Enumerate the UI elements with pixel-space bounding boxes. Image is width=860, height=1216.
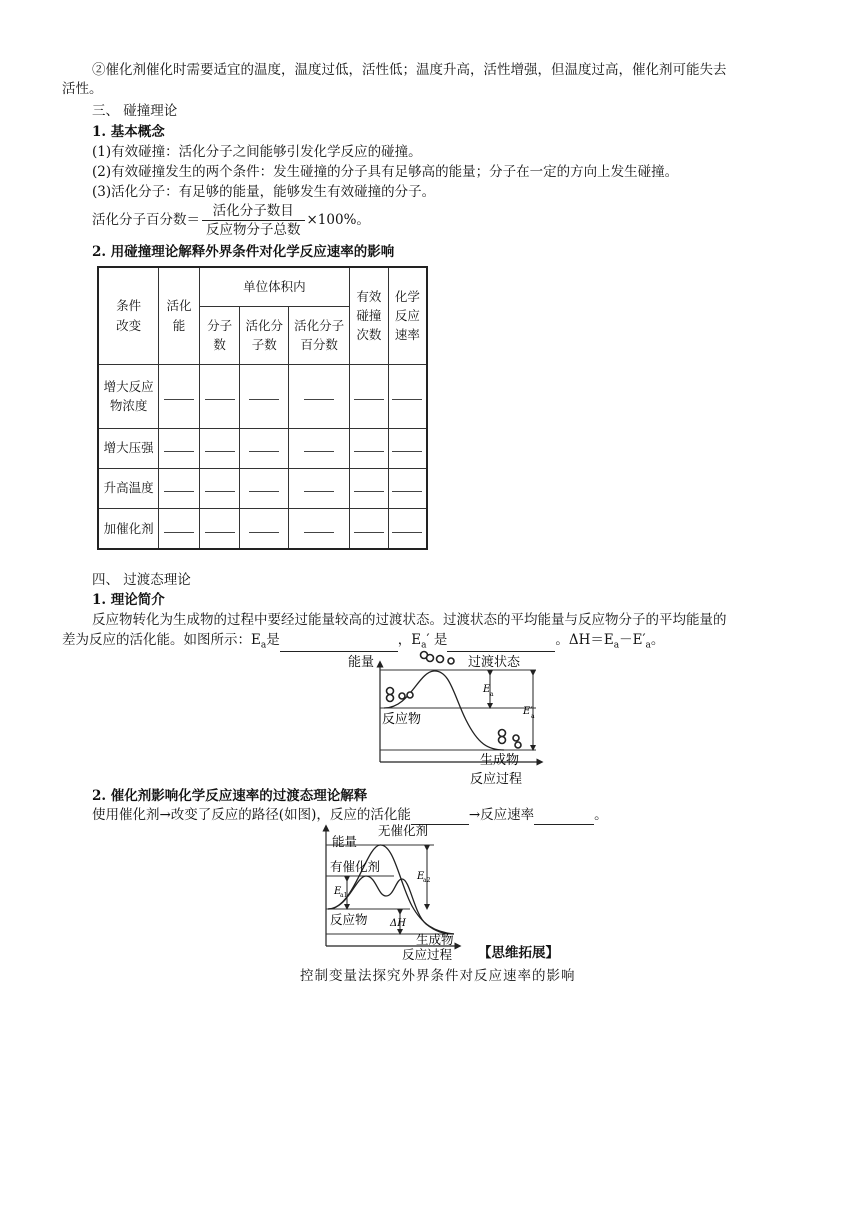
subsection-basic-concepts: 1. 基本概念 (92, 124, 165, 140)
answer-blank[interactable] (164, 391, 194, 400)
subsection-theory-intro: 1. 理论简介 (92, 592, 165, 608)
transition-state-label: 过渡状态 (468, 655, 521, 670)
section-title-collision-theory: 三、 碰撞理论 (92, 103, 178, 119)
formula-fraction (202, 202, 305, 239)
product-label: 生成物 (416, 932, 454, 947)
reactant-label: 反应物 (330, 912, 368, 927)
ea-prime-label: E′ (523, 706, 533, 717)
answer-blank[interactable] (205, 524, 235, 533)
table-row (98, 364, 427, 428)
figure-catalyst-energy-profile (314, 824, 464, 960)
header-activated-count: 活化分子数 (240, 306, 289, 364)
answer-blank[interactable] (249, 524, 279, 533)
answer-blank[interactable] (392, 524, 422, 533)
subsection-collision-explanation: 2. 用碰撞理论解释外界条件对化学反应速率的影响 (92, 244, 395, 260)
answer-blank[interactable] (304, 443, 334, 452)
table-row (98, 468, 427, 508)
answer-blank[interactable] (164, 483, 194, 492)
figure-energy-profile (340, 646, 550, 790)
definition-effective-collision: (1)有效碰撞：活化分子之间能够引发化学反应的碰撞。 (92, 144, 422, 160)
formula-lhs: 活化分子百分数＝ (92, 212, 200, 229)
ea-subscript: a (490, 691, 494, 698)
answer-blank[interactable] (354, 443, 384, 452)
answer-blank[interactable] (205, 391, 235, 400)
molecule-icons-product (499, 730, 522, 749)
answer-blank[interactable] (392, 483, 422, 492)
molecule-icons-reactant (387, 688, 414, 702)
energy-curve (384, 671, 504, 750)
subsection-catalyst-explanation: 2. 催化剂影响化学反应速率的过渡态理论解释 (92, 788, 368, 804)
formula-denominator: 反应物分子总数 (206, 222, 301, 239)
collision-theory-table (97, 266, 428, 550)
intro-text-line2: 差为反应的活化能。如图所示：$E_a$是 ，$E_a'$ 是 。$\Delta H=E_a-E'_a$。 (62, 632, 665, 651)
row-label-concentration: 增大反应物浓度 (98, 364, 159, 428)
row-label-pressure: 增大压强 (98, 428, 159, 468)
ea-prime-subscript: a (531, 713, 535, 720)
formula-rhs: ×100%。 (306, 212, 370, 229)
header-activation-energy: 活化能 (159, 267, 200, 364)
delta-h-label: ΔH (390, 918, 406, 929)
no-catalyst-label: 无催化剂 (378, 824, 429, 838)
header-effective-collisions: 有效碰撞次数 (350, 267, 389, 364)
answer-blank[interactable] (304, 391, 334, 400)
answer-blank[interactable] (164, 443, 194, 452)
definition-activated-molecule: (3)活化分子：有足够的能量，能够发生有效碰撞的分子。 (92, 184, 436, 200)
header-molecule-count: 分子数 (199, 306, 240, 364)
answer-blank[interactable] (392, 391, 422, 400)
paragraph-catalyst-temperature-line2: 活性。 (62, 81, 103, 97)
x-axis-label: 反应过程 (470, 772, 523, 787)
answer-blank[interactable] (164, 524, 194, 533)
answer-blank[interactable] (392, 443, 422, 452)
thinking-extension-heading: 【思维拓展】 (478, 945, 559, 961)
row-label-catalyst: 加催化剂 (98, 508, 159, 549)
answer-blank-reaction-rate[interactable] (534, 810, 594, 825)
formula-activated-percentage (92, 202, 370, 239)
answer-blank[interactable] (354, 391, 384, 400)
product-label: 生成物 (480, 753, 520, 768)
table-row (98, 508, 427, 549)
header-activated-percentage: 活化分子百分数 (289, 306, 350, 364)
row-label-temperature: 升高温度 (98, 468, 159, 508)
definition-collision-conditions: (2)有效碰撞发生的两个条件：发生碰撞的分子具有足够高的能量；分子在一定的方向上发生碰撞。 (92, 164, 679, 180)
table-row (98, 428, 427, 468)
section-title-transition-state: 四、 过渡态理论 (92, 572, 191, 588)
with-catalyst-label: 有催化剂 (330, 859, 381, 874)
formula-numerator: 活化分子数目 (202, 202, 305, 221)
y-axis-label: 能量 (348, 655, 375, 670)
header-condition-change: 条件改变 (98, 267, 159, 364)
x-axis-label: 反应过程 (402, 947, 453, 960)
catalyst-text: 使用催化剂→改变了反应的路径(如图)，反应的活化能 →反应速率 。 (92, 807, 608, 823)
ea2-label: E (417, 871, 425, 882)
ea1-label: E (334, 886, 342, 897)
answer-blank[interactable] (249, 483, 279, 492)
header-per-unit-volume: 单位体积内 (199, 267, 349, 306)
answer-blank[interactable] (354, 524, 384, 533)
header-reaction-rate: 化学反应速率 (388, 267, 427, 364)
answer-blank[interactable] (205, 483, 235, 492)
answer-blank[interactable] (205, 443, 235, 452)
y-axis-label: 能量 (332, 834, 358, 849)
ea1-subscript: a1 (340, 892, 348, 899)
ea-label: E (483, 684, 491, 695)
answer-blank[interactable] (304, 483, 334, 492)
paragraph-catalyst-temperature-line1: ②催化剂催化时需要适宜的温度，温度过低，活性低；温度升高，活性增强，但温度过高，催化剂可能失去 (92, 62, 727, 78)
answer-blank[interactable] (249, 443, 279, 452)
answer-blank-activation-energy[interactable] (411, 810, 469, 825)
reactant-label: 反应物 (382, 712, 422, 727)
answer-blank[interactable] (304, 524, 334, 533)
molecule-icons-transition (421, 652, 455, 665)
intro-text-line1: 反应物转化为生成物的过程中要经过能量较高的过渡状态。过渡状态的平均能量与反应物分子的平均能量的 (92, 612, 727, 628)
closing-caption: 控制变量法探究外界条件对反应速率的影响 (300, 968, 576, 984)
answer-blank[interactable] (249, 391, 279, 400)
ea2-subscript: a2 (423, 877, 431, 884)
answer-blank[interactable] (354, 483, 384, 492)
